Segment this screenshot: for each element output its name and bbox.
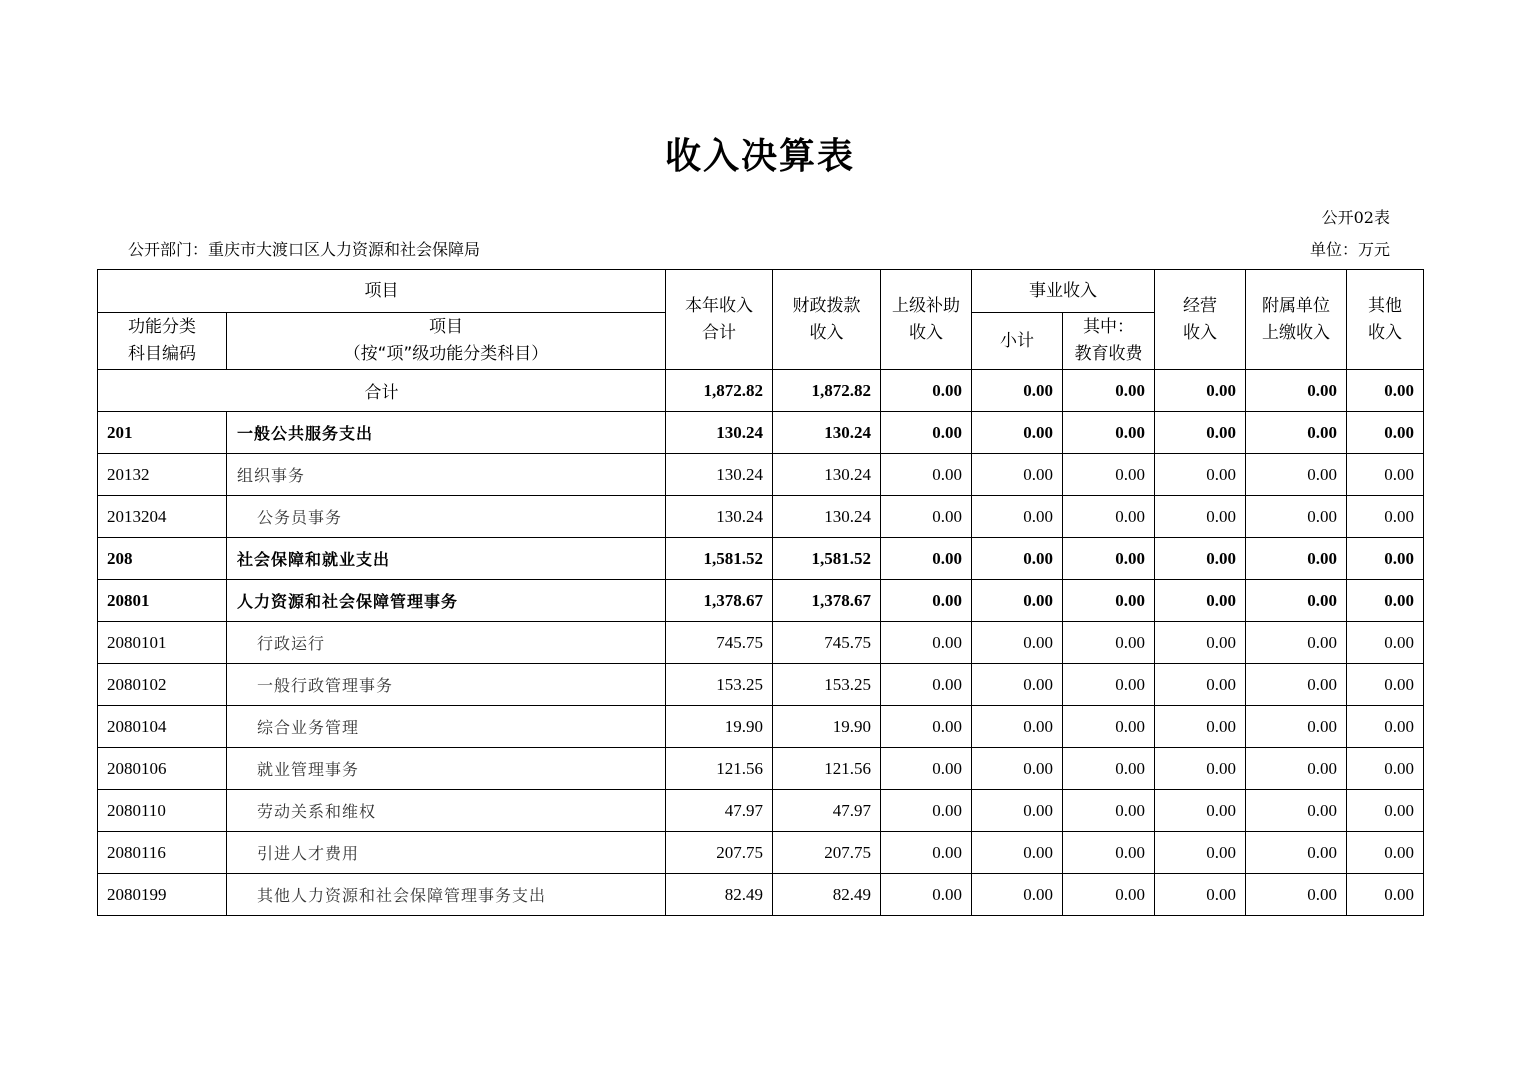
row-value: 0.00 [972,706,1063,748]
row-value: 0.00 [972,454,1063,496]
row-value: 207.75 [773,832,881,874]
row-code: 2080110 [98,790,227,832]
total-value: 0.00 [972,370,1063,412]
header-total: 本年收入 合计 [666,270,773,370]
row-value: 0.00 [881,790,972,832]
row-name: 社会保障和就业支出 [227,538,666,580]
row-value: 0.00 [1155,748,1246,790]
row-value: 0.00 [1246,622,1347,664]
row-value: 0.00 [1155,664,1246,706]
row-value: 1,378.67 [666,580,773,622]
row-value: 0.00 [1063,706,1155,748]
row-value: 121.56 [773,748,881,790]
row-name: 组织事务 [227,454,666,496]
row-name: 一般公共服务支出 [227,412,666,454]
row-value: 0.00 [881,412,972,454]
row-value: 0.00 [881,706,972,748]
row-value: 0.00 [1155,622,1246,664]
table-row [98,664,1424,706]
row-value: 0.00 [1246,790,1347,832]
header-subtotal: 小计 [972,313,1063,370]
row-value: 0.00 [972,580,1063,622]
row-value: 0.00 [972,538,1063,580]
row-value: 0.00 [1155,706,1246,748]
row-value: 0.00 [1347,622,1424,664]
table-row [98,496,1424,538]
row-value: 0.00 [881,664,972,706]
row-value: 0.00 [1063,664,1155,706]
row-code: 2013204 [98,496,227,538]
row-value: 0.00 [1063,412,1155,454]
row-value: 0.00 [972,664,1063,706]
row-value: 0.00 [881,832,972,874]
row-value: 0.00 [1063,622,1155,664]
total-value: 0.00 [1155,370,1246,412]
row-value: 82.49 [666,874,773,916]
row-value: 0.00 [972,496,1063,538]
header-other: 其他 收入 [1347,270,1424,370]
header-superior: 上级补助 收入 [881,270,972,370]
row-name: 引进人才费用 [227,832,666,874]
row-value: 0.00 [1155,790,1246,832]
row-name: 就业管理事务 [227,748,666,790]
header-affiliated: 附属单位 上缴收入 [1246,270,1347,370]
total-value: 0.00 [1347,370,1424,412]
header-edu-fee: 其中： 教育收费 [1063,313,1155,370]
row-name: 其他人力资源和社会保障管理事务支出 [227,874,666,916]
row-value: 0.00 [1063,874,1155,916]
row-value: 0.00 [972,748,1063,790]
row-value: 0.00 [1155,874,1246,916]
row-value: 153.25 [773,664,881,706]
row-value: 0.00 [1155,454,1246,496]
total-value: 1,872.82 [773,370,881,412]
row-value: 0.00 [881,580,972,622]
table-row [98,580,1424,622]
row-value: 0.00 [1063,454,1155,496]
total-value: 1,872.82 [666,370,773,412]
row-name: 劳动关系和维权 [227,790,666,832]
row-code: 20132 [98,454,227,496]
row-name: 行政运行 [227,622,666,664]
row-value: 130.24 [773,496,881,538]
row-value: 0.00 [1246,664,1347,706]
row-value: 0.00 [1063,790,1155,832]
row-value: 0.00 [1155,412,1246,454]
row-code: 2080102 [98,664,227,706]
row-value: 121.56 [666,748,773,790]
row-value: 0.00 [1155,538,1246,580]
row-value: 47.97 [666,790,773,832]
table-row [98,412,1424,454]
row-value: 0.00 [1347,706,1424,748]
row-value: 0.00 [881,496,972,538]
row-value: 0.00 [1246,706,1347,748]
row-value: 0.00 [1246,496,1347,538]
row-value: 130.24 [666,412,773,454]
table-row [98,790,1424,832]
row-value: 0.00 [1246,538,1347,580]
row-value: 0.00 [1063,748,1155,790]
row-value: 0.00 [972,874,1063,916]
total-label: 合计 [98,370,666,412]
row-value: 0.00 [1246,412,1347,454]
total-row [98,370,1424,412]
row-value: 0.00 [1347,454,1424,496]
row-value: 0.00 [1063,580,1155,622]
row-value: 0.00 [1246,832,1347,874]
row-code: 2080116 [98,832,227,874]
header-project: 项目 [98,270,666,313]
row-value: 19.90 [666,706,773,748]
row-value: 130.24 [773,454,881,496]
row-name: 综合业务管理 [227,706,666,748]
row-value: 0.00 [972,790,1063,832]
row-code: 2080104 [98,706,227,748]
header-operation: 经营 收入 [1155,270,1246,370]
header-func-code: 功能分类 科目编码 [98,313,227,370]
row-value: 0.00 [1155,496,1246,538]
header-fiscal: 财政拨款 收入 [773,270,881,370]
row-code: 2080106 [98,748,227,790]
table-row [98,538,1424,580]
table-row [98,622,1424,664]
table-row [98,454,1424,496]
table-row [98,748,1424,790]
row-value: 0.00 [1246,580,1347,622]
row-value: 0.00 [1347,874,1424,916]
header-business: 事业收入 [972,270,1155,313]
row-value: 0.00 [1246,874,1347,916]
row-value: 130.24 [773,412,881,454]
income-table [97,269,1424,916]
row-value: 0.00 [1347,832,1424,874]
row-name: 人力资源和社会保障管理事务 [227,580,666,622]
row-value: 82.49 [773,874,881,916]
row-code: 20801 [98,580,227,622]
row-code: 2080199 [98,874,227,916]
row-value: 0.00 [1347,496,1424,538]
department-label: 公开部门：重庆市大渡口区人力资源和社会保障局 [128,240,481,259]
row-value: 0.00 [1155,832,1246,874]
row-name: 公务员事务 [227,496,666,538]
row-value: 0.00 [1063,538,1155,580]
row-value: 47.97 [773,790,881,832]
row-value: 1,581.52 [666,538,773,580]
row-value: 0.00 [972,622,1063,664]
row-value: 0.00 [881,538,972,580]
table-row [98,874,1424,916]
row-code: 208 [98,538,227,580]
page-title: 收入决算表 [664,136,855,177]
row-value: 0.00 [881,874,972,916]
row-value: 0.00 [1347,664,1424,706]
row-value: 0.00 [881,622,972,664]
row-value: 0.00 [1063,496,1155,538]
unit-label: 单位：万元 [1309,240,1390,259]
row-value: 0.00 [881,748,972,790]
row-value: 0.00 [1246,748,1347,790]
row-value: 0.00 [1347,538,1424,580]
total-value: 0.00 [1063,370,1155,412]
table-row [98,706,1424,748]
row-value: 130.24 [666,454,773,496]
row-code: 2080101 [98,622,227,664]
row-value: 0.00 [972,832,1063,874]
header-item: 项目 （按“项”级功能分类科目） [227,313,666,370]
row-value: 153.25 [666,664,773,706]
row-value: 0.00 [972,412,1063,454]
total-value: 0.00 [881,370,972,412]
row-value: 0.00 [1347,748,1424,790]
row-value: 0.00 [1063,832,1155,874]
row-value: 0.00 [1347,412,1424,454]
row-value: 207.75 [666,832,773,874]
row-value: 130.24 [666,496,773,538]
row-value: 0.00 [881,454,972,496]
row-value: 0.00 [1347,790,1424,832]
row-value: 0.00 [1246,454,1347,496]
row-value: 745.75 [666,622,773,664]
row-value: 1,378.67 [773,580,881,622]
row-value: 19.90 [773,706,881,748]
row-value: 1,581.52 [773,538,881,580]
row-name: 一般行政管理事务 [227,664,666,706]
table-row [98,832,1424,874]
form-number: 公开02表 [1321,208,1390,227]
row-value: 745.75 [773,622,881,664]
total-value: 0.00 [1246,370,1347,412]
row-value: 0.00 [1155,580,1246,622]
row-value: 0.00 [1347,580,1424,622]
row-code: 201 [98,412,227,454]
